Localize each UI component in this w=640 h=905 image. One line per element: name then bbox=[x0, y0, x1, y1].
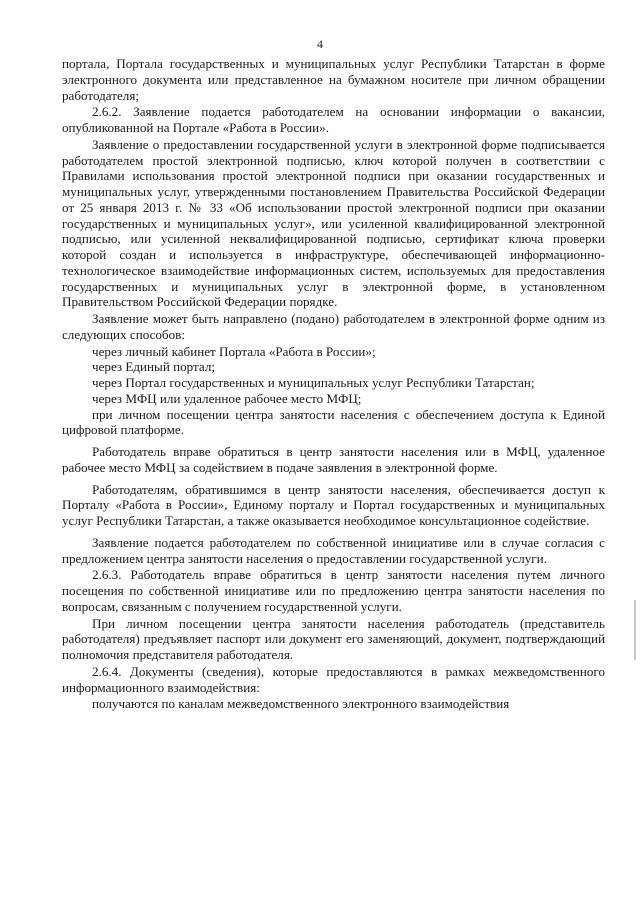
paragraph-continuation: портала, Портала государственных и муниципальных услуг Республики Татарстан в форме электронного документа или представленное на бумажном носителе при личном обращении работодателя; bbox=[62, 56, 605, 103]
paragraph-2-6-2: 2.6.2. Заявление подается работодателем на основании информации о вакансии, опубликованной на Портале «Работа в России». bbox=[62, 104, 605, 135]
paragraph-access-provided: Работодателям, обратившимся в центр занятости населения, обеспечивается доступ к Порталу «Работа в России», Единому порталу и Портал государственных и муниципальных услуг Республики Татарстан, а также оказывается необходимое консультационное содействие. bbox=[62, 481, 605, 528]
paragraph-electronic-signature: Заявление о предоставлении государственной услуги в электронной форме подписывается работодателем простой электронной подписью, ключ которой получен в соответствии с Правилами использования простой электронной подписи при оказании государственных и муниципальных услуг, утвержденными постановлением Правительства Российской Федерации от 25 января 2013 г. № 33 «Об использовании простой электронной подписи при оказании государственных и муниципальных услуг», или усиленной квалифицированной электронной подписью, или усиленной неквалифицированной подписью, сертификат ключа проверки которой создан и используется в инфраструктуре, обеспечивающей информационно-технологическое взаимодействие информационных систем, используемых для предоставления государственных и муниципальных услуг в электронной форме, в установленном Правительством Российской Федерации порядке. bbox=[62, 136, 605, 310]
list-item-tatarstan-portal: через Портал государственных и муниципальных услуг Республики Татарстан; bbox=[92, 375, 535, 390]
scan-edge-mark bbox=[634, 600, 636, 660]
page-number: 4 bbox=[317, 37, 323, 51]
paragraph-interagency-channels: получаются по каналам межведомственного электронного взаимодействия bbox=[92, 696, 510, 712]
paragraph-personal-visit-documents: При личном посещении центра занятости населения работодатель (представитель работодателя) предъявляет паспорт или документ его заменяющий, документ, подтверждающий полномочия представителя работодателя. bbox=[62, 615, 605, 662]
list-item-personal-cabinet: через личный кабинет Портала «Работа в России»; bbox=[92, 343, 376, 359]
paragraph-own-initiative: Заявление подается работодателем по собственной инициативе или в случае согласия с предложением центра занятости населения о предоставлении государственной услуги. bbox=[62, 534, 605, 566]
list-item-personal-visit: при личном посещении центра занятости населения с обеспечением доступа к Единой цифровой платформе. bbox=[62, 406, 605, 438]
document-body bbox=[62, 56, 605, 713]
list-item-mfc: через МФЦ или удаленное рабочее место МФЦ; bbox=[92, 390, 362, 406]
paragraph-2-6-4: 2.6.4. Документы (сведения), которые предоставляются в рамках межведомственного информационного взаимодействия: bbox=[62, 663, 605, 695]
paragraph-2-6-3: 2.6.3. Работодатель вправе обратиться в центр занятости населения путем личного посещения по собственной инициативе или по предложению центра занятости населения по вопросам, связанным с получением государственной услуги. bbox=[62, 567, 605, 614]
list-item-unified-portal: через Единый портал; bbox=[92, 359, 216, 375]
paragraph-employer-assistance: Работодатель вправе обратиться в центр занятости населения или в МФЦ, удаленное рабочее место МФЦ за содействием в подаче заявления в электронной форме. bbox=[62, 444, 605, 475]
paragraph-submission-methods: Заявление может быть направлено (подано) работодателем в электронной форме одним из следующих способов: bbox=[62, 311, 605, 342]
